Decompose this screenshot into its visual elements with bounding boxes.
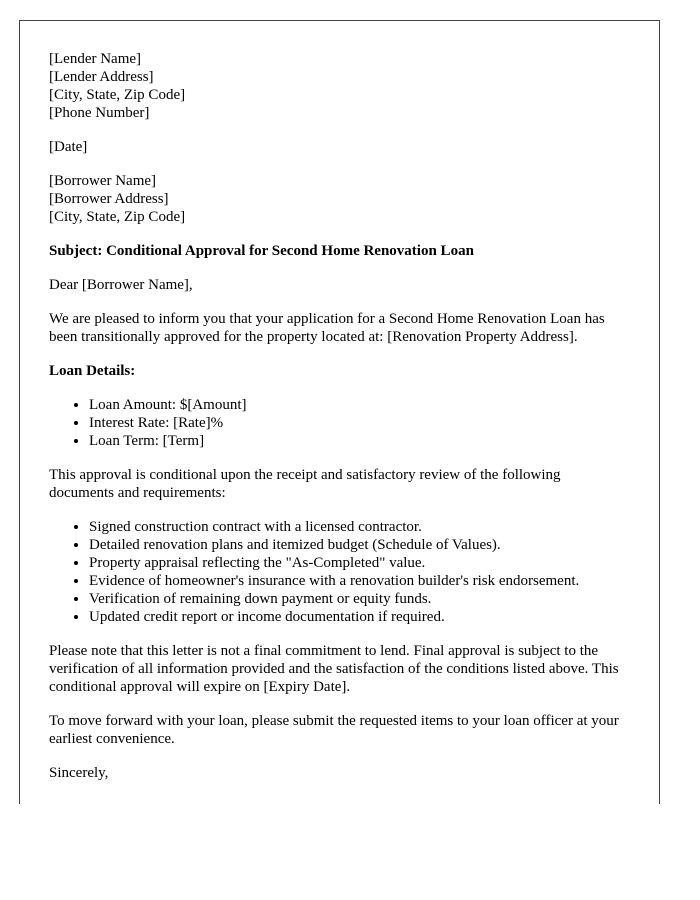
borrower-block	[49, 172, 629, 226]
list-item: • Loan Term: [Term]	[89, 432, 629, 450]
conditions-list	[49, 518, 629, 626]
loan-details-list	[49, 396, 629, 450]
list-item: • Loan Amount: $[Amount]	[89, 396, 629, 414]
lender-city-state-zip: [City, State, Zip Code]	[49, 87, 186, 103]
salutation: Dear [Borrower Name],	[49, 277, 193, 293]
lender-name: [Lender Name]	[49, 51, 142, 67]
lender-phone: [Phone Number]	[49, 105, 150, 121]
borrower-city-state-zip: [City, State, Zip Code]	[49, 209, 186, 225]
closing-signoff: Sincerely,	[49, 765, 109, 781]
list-item: • Property appraisal reflecting the "As-Completed" value.	[89, 554, 629, 572]
note-paragraph: Please note that this letter is not a final commitment to lend. Final approval is subject to the verification of all information provided and the satisfaction of the conditions listed above. This conditional approval will expire on [Expiry Date].	[49, 643, 619, 695]
subject-line: Subject: Conditional Approval for Second Home Renovation Loan	[49, 243, 474, 259]
closing-paragraph: To move forward with your loan, please submit the requested items to your loan officer at your earliest convenience.	[49, 713, 619, 747]
list-item: • Interest Rate: [Rate]%	[89, 414, 629, 432]
lender-address: [Lender Address]	[49, 69, 154, 85]
letter-date: [Date]	[49, 139, 88, 155]
letter-content	[49, 50, 629, 798]
conditions-intro: This approval is conditional upon the receipt and satisfactory review of the following documents and requirements:	[49, 467, 561, 501]
borrower-name: [Borrower Name]	[49, 173, 157, 189]
list-item: • Signed construction contract with a licensed contractor.	[89, 518, 629, 536]
list-item: • Evidence of homeowner's insurance with a renovation builder's risk endorsement.	[89, 572, 629, 590]
borrower-address: [Borrower Address]	[49, 191, 169, 207]
date-block	[49, 138, 629, 156]
list-item: • Detailed renovation plans and itemized budget (Schedule of Values).	[89, 536, 629, 554]
intro-paragraph: We are pleased to inform you that your application for a Second Home Renovation Loan has been transitionally approved for the property located at: [Renovation Property Address].	[49, 311, 605, 345]
list-item: • Verification of remaining down payment or equity funds.	[89, 590, 629, 608]
lender-block	[49, 50, 629, 122]
letter-page	[19, 20, 660, 804]
loan-details-heading: Loan Details:	[49, 363, 136, 379]
list-item: • Updated credit report or income documentation if required.	[89, 608, 629, 626]
